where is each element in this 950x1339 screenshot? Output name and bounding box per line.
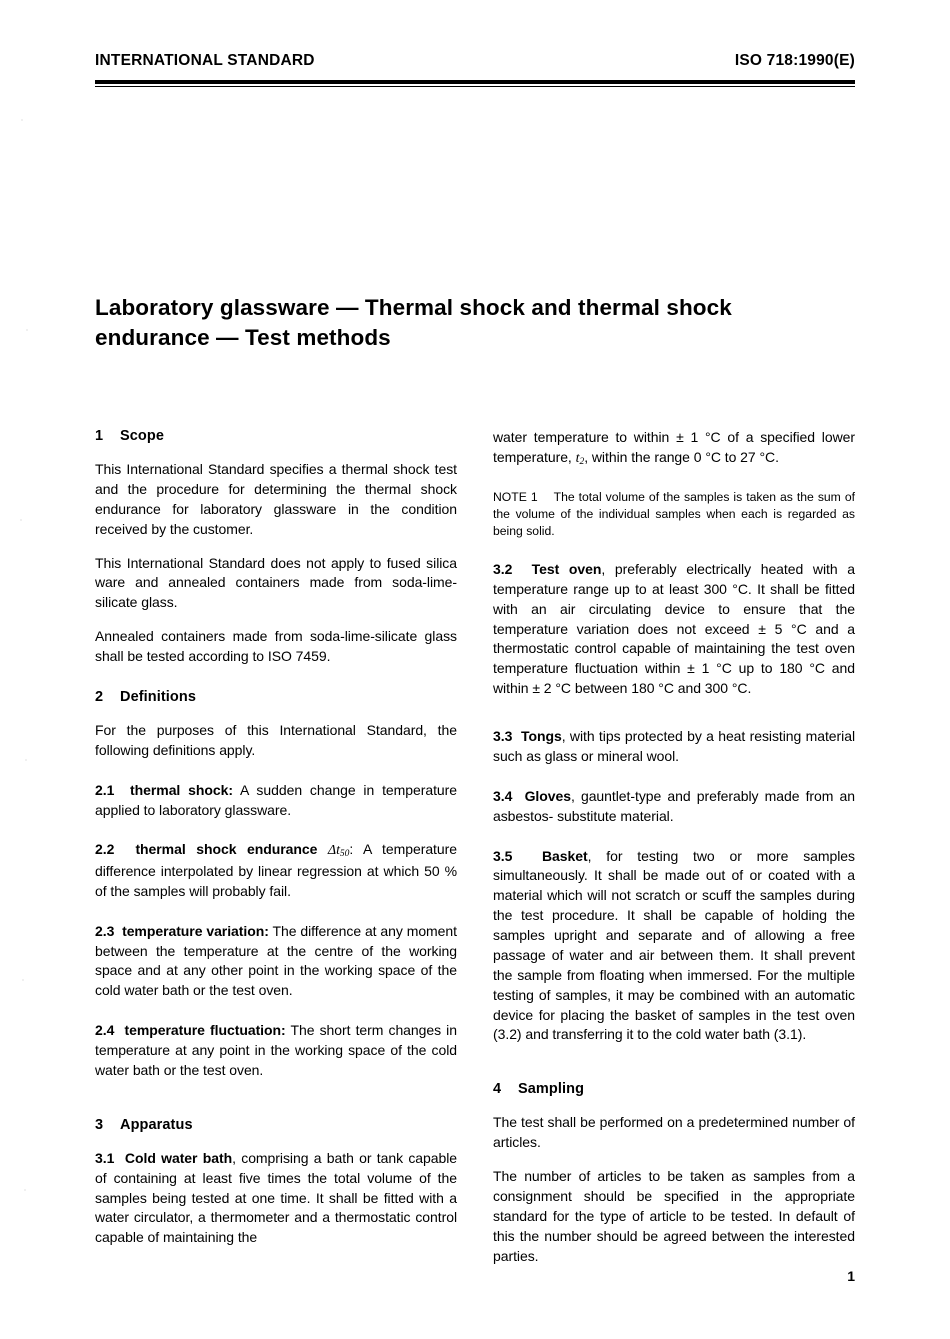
definition-term: thermal shock endurance [135,841,318,858]
definition-text: The difference at any moment between the temperature at the centre of the working space and at any other point in the working space of the cold water bath or the test oven. [95,922,457,999]
definition-symbol: $\Delta t_{50}$ [327,843,350,860]
apparatus-item-3-2 [493,560,855,699]
section-title: Apparatus [120,1116,193,1133]
paragraph: For the purposes of this International Standard, the following definitions apply. [95,721,457,758]
header-rule-thin [95,86,855,87]
paragraph: The number of articles to be taken as samples from a consignment should be specified in the appropriate standard for the type of article to be tested. In default of this the number should be agreed between the interested parties. [493,1168,855,1264]
item-number: 3.2 [493,560,513,577]
header-standard-type: INTERNATIONAL STANDARD [95,52,315,69]
apparatus-item-3-1 [95,1149,457,1248]
item-term: Gloves [524,787,571,804]
definition-text: A sudden change in temperature applied to laboratory glassware. [95,781,458,818]
definition-2-4 [95,1021,457,1081]
note-label: NOTE 1 [493,490,538,505]
paragraph: This International Standard does not apply to fused silica ware and annealed containers made from soda-lime-silicate glass. [95,554,457,611]
item-term: Cold water bath [124,1149,233,1166]
item-term: Basket [541,847,588,864]
section-title: Definitions [120,688,197,705]
section-heading-scope [95,428,457,444]
note-1 [493,489,855,539]
header-standard-reference: ISO 718:1990(E) [734,52,855,69]
symbol-t2: $t_2$ [575,450,585,467]
section-heading-definitions [95,689,457,705]
section-title: Scope [120,428,165,444]
item-number: 3.1 [95,1149,115,1166]
apparatus-item-3-3 [493,727,855,767]
two-column-body [95,428,855,1266]
item-text: , gauntlet-type and preferably made from an asbestos- substitute material. [493,787,855,824]
paragraph: Annealed containers made from soda-lime-silicate glass shall be tested according to ISO 7459. [95,628,457,664]
definition-number: 2.2 [95,841,115,858]
note-text: The total volume of the samples is taken as the sum of the volume of the individual samples when each is regarded as being solid. [493,490,855,539]
item-term: Test oven [531,560,602,577]
spacer [95,667,457,689]
definition-text: The short term changes in temperature at any point in the working space of the cold water bath or the test oven. [95,1022,457,1078]
definition-term: temperature fluctuation: [124,1022,286,1039]
right-column [493,428,855,1266]
page-content [95,0,855,1339]
spacer [493,713,855,727]
section-title: Sampling [518,1081,585,1098]
definition-2-2 [95,840,457,901]
apparatus-item-3-4 [493,787,855,827]
spacer [493,1059,855,1081]
definition-number: 2.4 [95,1022,115,1039]
definition-number: 2.1 [95,781,115,798]
item-text: , preferably electrically heated with a temperature range up to at least 300 °C. It shall be fitted with an air circulating device to ensure that the temperature variation does not exceed ± 5 °C and a thermostatic control capable of maintaining the test oven temperature fluctuation within ± 1 °C up to 180 °C and within ± 2 °C between 180 °C and 300 °C. [493,560,855,697]
section-number: 1 [95,428,104,444]
definition-2-3 [95,922,457,1002]
paragraph: The test shall be performed on a predetermined number of articles. [493,1114,855,1151]
paragraph: This International Standard specifies a thermal shock test and the procedure for determining the thermal shock endurance for laboratory glassware in the condition received by the customer. [95,461,457,537]
section-heading-sampling [493,1081,855,1097]
definition-term: thermal shock: [130,781,233,798]
spacer [95,1095,457,1117]
paragraph-continuation: water temperature to within ± 1 °C of a specified lower temperature, $t_2$, within the range 0 °C to 27 °C. [493,429,855,467]
header-rule-thick [95,80,855,84]
definition-term: temperature variation: [122,922,269,939]
scan-artifact-left [18,0,32,1339]
item-term: Tongs [521,728,562,745]
definition-2-1 [95,781,457,821]
item-number: 3.3 [493,728,513,745]
definition-number: 2.3 [95,922,115,939]
apparatus-item-3-5 [493,847,855,1046]
item-text: , comprising a bath or tank capable of containing at least five times the total volume of the samples being tested at one time. It shall be fitted with a water circulator, a thermometer and a thermostatic control capable of maintaining the [95,1149,458,1246]
section-heading-apparatus [95,1117,457,1133]
item-number: 3.5 [493,847,513,864]
page-title: Laboratory glassware — Thermal shock and thermal shock endurance — Test methods [95,295,732,351]
definition-text: : A temperature difference interpolated by linear regression at which 50 % of the samples will probably fail. [95,841,457,899]
item-text: , for testing two or more samples simultaneously. It shall be made out of or coated with a material which will not scratch or scuff the samples during the test procedure. It shall be capable of holding the samples upright and separate and of allowing a free passage of water and air between them. It shall prevent the sample from floating when immersed. For the multiple testing of samples, it may be combined with an automatic device for placing the basket of samples in the test oven (3.2) and transferring it to the cold water bath (3.1). [493,847,855,1043]
section-number: 4 [493,1081,502,1098]
item-number: 3.4 [493,787,513,804]
section-number: 2 [95,688,104,705]
left-column [95,428,457,1266]
item-text: , with tips protected by a heat resisting material such as glass or mineral wool. [493,728,856,764]
section-number: 3 [95,1116,104,1133]
page-header [95,52,855,70]
page-number: 1 [847,1268,855,1284]
